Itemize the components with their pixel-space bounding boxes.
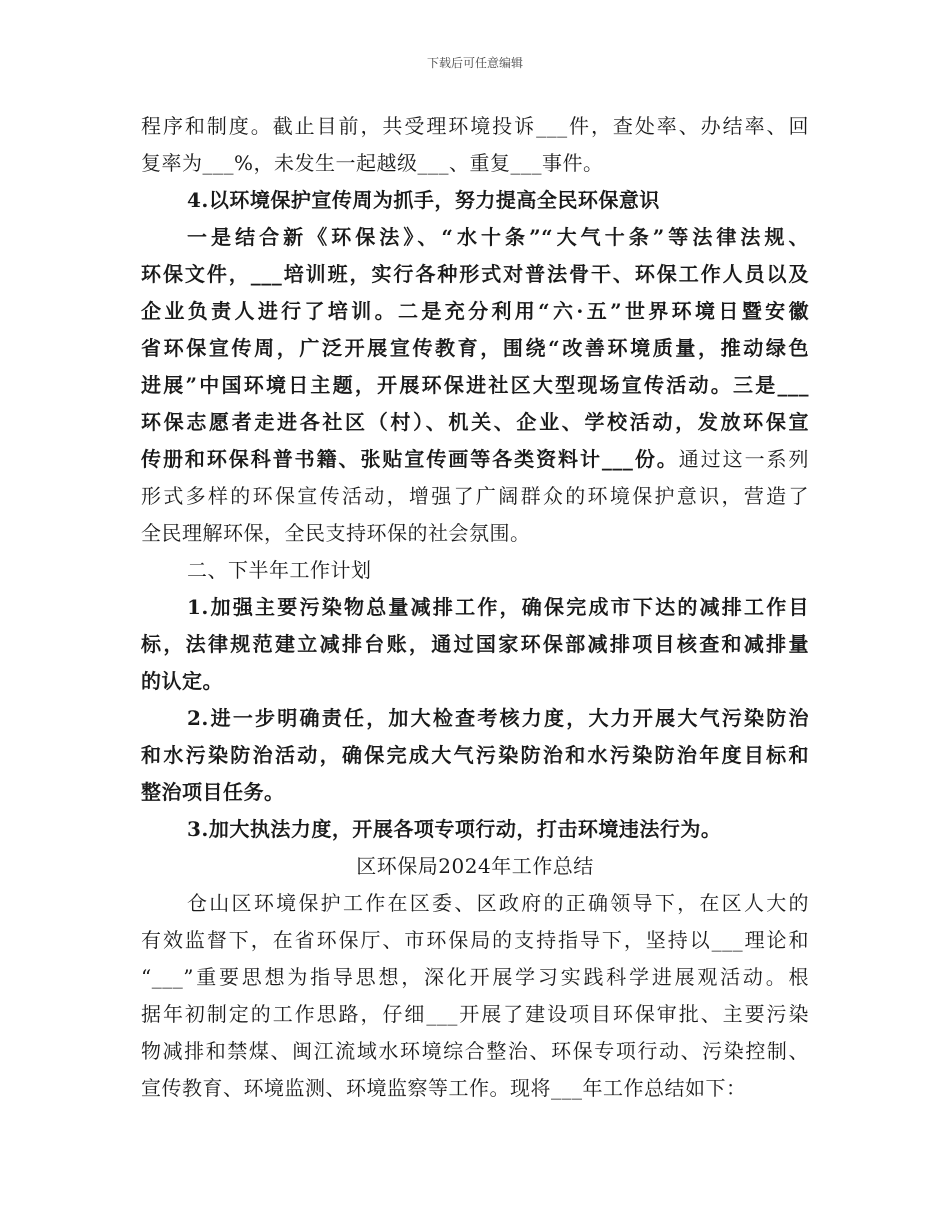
text-line: 物减排和禁煤、闽江流域水环境综合整治、环保专项行动、污染控制、: [141, 1039, 809, 1063]
text-line: 进展”中国环境日主题，开展环保进社区大型现场宣传活动。三是___: [141, 373, 809, 397]
text-line: 省环保宣传周，广泛开展宣传教育，围绕“改善环境质量，推动绿色: [141, 336, 809, 360]
text-line: 宣传教育、环境监测、环境监察等工作。现将___年工作总结如下：: [141, 1076, 747, 1100]
text-line: 1.加强主要污染物总量减排工作，确保完成市下达的减排工作目: [187, 595, 809, 619]
text-line: 一是结合新《环保法》、“水十条”“大气十条”等法律法规、: [187, 225, 809, 249]
text-line: 整治项目任务。: [141, 780, 285, 804]
text-line: 标，法律规范建立减排台账，通过国家环保部减排项目核查和减排量: [141, 632, 809, 656]
text-line: 3.加大执法力度，开展各项专项行动，打击环境违法行为。: [187, 817, 722, 841]
text-line: “___”重要思想为指导思想，深化开展学习实践科学进展观活动。根: [141, 965, 809, 989]
section-heading: 二、下半年工作计划: [187, 558, 372, 582]
text-line: 和水污染防治活动，确保完成大气污染防治和水污染防治年度目标和: [141, 743, 809, 767]
normal-text-segment: 通过这一系列: [678, 447, 810, 471]
text-line: 据年初制定的工作思路，仔细___开展了建设项目环保审批、主要污染: [141, 1002, 809, 1026]
text-line: 复率为___%，未发生一起越级___、重复___事件。: [141, 151, 604, 175]
text-line: 形式多样的环保宣传活动，增强了广阔群众的环境保护意识，营造了: [141, 484, 809, 508]
page-header-note: 下载后可任意编辑: [426, 56, 523, 70]
text-line: 仓山区环境保护工作在区委、区政府的正确领导下，在区人大的: [187, 891, 809, 915]
text-line: 环保志愿者走进各社区（村）、机关、企业、学校活动，发放环保宣: [141, 410, 809, 434]
text-line: 有效监督下，在省环保厅、市环保局的支持指导下，坚持以___理论和: [141, 928, 809, 952]
bold-text-segment: 传册和环保科普书籍、张贴宣传画等各类资料计___份。: [141, 447, 679, 471]
document-body: [141, 108, 809, 1107]
text-line: [141, 441, 809, 478]
text-line: 企业负责人进行了培训。二是充分利用“六·五”世界环境日暨安徽: [141, 299, 809, 323]
text-line: 程序和制度。截止目前，共受理环境投诉___件，查处率、办结率、回: [141, 114, 809, 138]
section-heading: 4.以环境保护宣传周为抓手，努力提高全民环保意识: [187, 188, 660, 212]
text-line: 2.进一步明确责任，加大检查考核力度，大力开展大气污染防治: [187, 706, 809, 730]
document-title: 区环保局2024年工作总结: [356, 854, 594, 878]
text-line: 的认定。: [141, 669, 223, 693]
text-line: 全民理解环保，全民支持环保的社会氛围。: [141, 521, 531, 545]
text-line: 环保文件，___培训班，实行各种形式对普法骨干、环保工作人员以及: [141, 262, 809, 286]
